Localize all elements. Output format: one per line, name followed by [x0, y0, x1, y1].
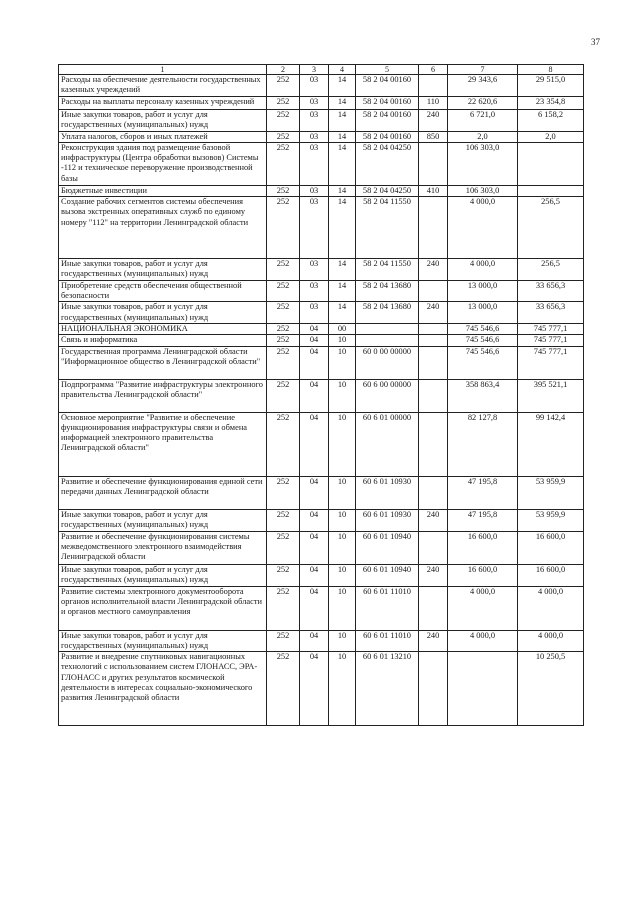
row-amount-2: 745 777,1: [518, 323, 584, 334]
col-header-5: 5: [356, 65, 419, 75]
row-amount-1: 4 000,0: [448, 586, 518, 630]
row-amount-1: 4 000,0: [448, 630, 518, 652]
row-amount-1: 2,0: [448, 131, 518, 142]
col-header-2: 2: [267, 65, 300, 75]
col-header-1: 1: [59, 65, 267, 75]
row-subsection: 10: [329, 564, 356, 586]
table-row: [59, 110, 584, 132]
table-row: [59, 142, 584, 185]
row-expense-type: [419, 476, 448, 509]
row-subsection: 14: [329, 197, 356, 259]
row-amount-1: 47 195,8: [448, 509, 518, 531]
table-row: [59, 131, 584, 142]
row-target-article: [356, 323, 419, 334]
row-amount-2: 53 959,9: [518, 476, 584, 509]
row-section: 03: [300, 197, 329, 259]
row-expense-type: [419, 586, 448, 630]
row-subsection: 14: [329, 185, 356, 196]
row-target-article: 58 2 04 00160: [356, 97, 419, 110]
table-row: [59, 379, 584, 412]
table-row: [59, 531, 584, 564]
table-header: [59, 65, 584, 75]
row-subsection: 10: [329, 586, 356, 630]
row-admin-code: 252: [267, 564, 300, 586]
row-expense-type: [419, 531, 448, 564]
col-header-7: 7: [448, 65, 518, 75]
table-row: [59, 509, 584, 531]
row-subsection: 10: [329, 412, 356, 476]
row-admin-code: 252: [267, 142, 300, 185]
row-expense-type: [419, 346, 448, 379]
row-section: 03: [300, 75, 329, 97]
row-amount-2: 6 158,2: [518, 110, 584, 132]
table-row: [59, 302, 584, 324]
row-expense-type: 850: [419, 131, 448, 142]
table-row: [59, 323, 584, 334]
row-target-article: 58 2 04 04250: [356, 185, 419, 196]
row-admin-code: 252: [267, 412, 300, 476]
row-amount-2: 53 959,9: [518, 509, 584, 531]
row-admin-code: 252: [267, 131, 300, 142]
row-amount-1: 6 721,0: [448, 110, 518, 132]
table-row: [59, 197, 584, 259]
row-admin-code: 252: [267, 185, 300, 196]
table-row: [59, 476, 584, 509]
row-admin-code: 252: [267, 531, 300, 564]
row-expense-type: [419, 652, 448, 726]
row-admin-code: 252: [267, 280, 300, 302]
row-name: Развитие системы электронного документооборота органов исполнительной власти Ленинградской области и органов местного самоуправления: [59, 586, 267, 630]
table-row: [59, 564, 584, 586]
row-target-article: 58 2 04 11550: [356, 197, 419, 259]
table-row: [59, 335, 584, 346]
row-expense-type: [419, 197, 448, 259]
row-target-article: 60 6 01 00000: [356, 412, 419, 476]
row-amount-1: [448, 652, 518, 726]
row-target-article: 58 2 04 11550: [356, 259, 419, 281]
row-amount-2: 4 000,0: [518, 586, 584, 630]
row-name: Иные закупки товаров, работ и услуг для государственных (муниципальных) нужд: [59, 564, 267, 586]
row-amount-2: 256,5: [518, 259, 584, 281]
row-section: 03: [300, 97, 329, 110]
row-section: 03: [300, 302, 329, 324]
row-subsection: 14: [329, 131, 356, 142]
row-section: 04: [300, 586, 329, 630]
row-amount-2: 745 777,1: [518, 335, 584, 346]
row-subsection: 10: [329, 379, 356, 412]
row-subsection: 10: [329, 476, 356, 509]
table-row: [59, 185, 584, 196]
row-amount-2: 256,5: [518, 197, 584, 259]
row-name: Иные закупки товаров, работ и услуг для государственных (муниципальных) нужд: [59, 630, 267, 652]
row-target-article: 58 2 04 13680: [356, 280, 419, 302]
row-target-article: 60 6 01 10940: [356, 564, 419, 586]
row-subsection: 10: [329, 346, 356, 379]
row-admin-code: 252: [267, 97, 300, 110]
row-section: 04: [300, 630, 329, 652]
row-expense-type: [419, 280, 448, 302]
row-name: Создание рабочих сегментов системы обеспечения вызова экстренных оперативных служб по единому номеру "112" на территории Ленинградской области: [59, 197, 267, 259]
row-admin-code: 252: [267, 302, 300, 324]
budget-table: [58, 64, 584, 726]
row-name: Реконструкция здания под размещение базовой инфраструктуры (Центра обработки вызовов) Системы -112 и техническое переворужение производственной базы: [59, 142, 267, 185]
table-row: [59, 630, 584, 652]
row-amount-1: 47 195,8: [448, 476, 518, 509]
row-name: Развитие и обеспечение функционирования единой сети передачи данных Ленинградской области: [59, 476, 267, 509]
row-subsection: 10: [329, 531, 356, 564]
row-subsection: 14: [329, 280, 356, 302]
row-expense-type: 240: [419, 302, 448, 324]
row-amount-1: 16 600,0: [448, 531, 518, 564]
row-subsection: 14: [329, 75, 356, 97]
row-name: Основное мероприятие "Развитие и обеспечение функционирования инфраструктуры связи и обмена информацией электронного правительства Ленинградской области": [59, 412, 267, 476]
row-amount-2: [518, 142, 584, 185]
row-amount-1: 13 000,0: [448, 302, 518, 324]
row-amount-2: 16 600,0: [518, 564, 584, 586]
row-target-article: 58 2 04 00160: [356, 110, 419, 132]
row-amount-2: 16 600,0: [518, 531, 584, 564]
row-admin-code: 252: [267, 379, 300, 412]
row-section: 04: [300, 323, 329, 334]
row-amount-2: 395 521,1: [518, 379, 584, 412]
row-expense-type: 240: [419, 259, 448, 281]
row-target-article: 60 6 00 00000: [356, 379, 419, 412]
row-subsection: 14: [329, 142, 356, 185]
row-expense-type: 240: [419, 630, 448, 652]
table-row: [59, 346, 584, 379]
row-section: 03: [300, 259, 329, 281]
row-section: 04: [300, 412, 329, 476]
row-amount-1: 29 343,6: [448, 75, 518, 97]
row-amount-1: 745 546,6: [448, 323, 518, 334]
row-amount-1: 745 546,6: [448, 335, 518, 346]
row-target-article: 60 6 01 10930: [356, 509, 419, 531]
row-target-article: 58 2 04 04250: [356, 142, 419, 185]
row-amount-2: 23 354,8: [518, 97, 584, 110]
row-subsection: 14: [329, 259, 356, 281]
row-expense-type: [419, 379, 448, 412]
row-name: Бюджетные инвестиции: [59, 185, 267, 196]
row-expense-type: [419, 412, 448, 476]
row-section: 04: [300, 509, 329, 531]
row-amount-1: 82 127,8: [448, 412, 518, 476]
row-amount-2: 4 000,0: [518, 630, 584, 652]
row-section: 04: [300, 335, 329, 346]
row-name: Государственная программа Ленинградской области "Информационное общество в Ленинградской области": [59, 346, 267, 379]
table-row: [59, 75, 584, 97]
row-amount-2: 2,0: [518, 131, 584, 142]
row-target-article: 60 6 01 11010: [356, 630, 419, 652]
table-body: [59, 75, 584, 726]
row-subsection: 10: [329, 630, 356, 652]
row-expense-type: [419, 142, 448, 185]
row-name: Уплата налогов, сборов и иных платежей: [59, 131, 267, 142]
row-amount-1: 106 303,0: [448, 185, 518, 196]
row-expense-type: 240: [419, 110, 448, 132]
row-amount-2: 33 656,3: [518, 302, 584, 324]
row-name: Развитие и внедрение спутниковых навигационных технологий с использованием систем ГЛОНАСС, ЭРА-ГЛОНАСС и других результатов космической деятельности в интересах социально-экономического развития Ленинградской области: [59, 652, 267, 726]
row-admin-code: 252: [267, 586, 300, 630]
row-amount-1: 106 303,0: [448, 142, 518, 185]
row-target-article: [356, 335, 419, 346]
row-amount-2: 10 250,5: [518, 652, 584, 726]
row-subsection: 00: [329, 323, 356, 334]
row-amount-1: 4 000,0: [448, 197, 518, 259]
row-name: Приобретение средств обеспечения общественной безопасности: [59, 280, 267, 302]
page-number: 37: [591, 37, 600, 47]
row-name: Развитие и обеспечение функционирования системы межведомственного электронного взаимодействия Ленинградской области: [59, 531, 267, 564]
row-expense-type: [419, 75, 448, 97]
row-target-article: 60 6 01 11010: [356, 586, 419, 630]
row-section: 03: [300, 280, 329, 302]
table-row: [59, 97, 584, 110]
row-amount-2: 33 656,3: [518, 280, 584, 302]
row-expense-type: 240: [419, 509, 448, 531]
row-admin-code: 252: [267, 652, 300, 726]
table-row: [59, 652, 584, 726]
row-section: 04: [300, 379, 329, 412]
row-section: 03: [300, 185, 329, 196]
col-header-4: 4: [329, 65, 356, 75]
row-name: Подпрограмма "Развитие инфраструктуры электронного правительства Ленинградской области": [59, 379, 267, 412]
row-amount-1: 358 863,4: [448, 379, 518, 412]
row-admin-code: 252: [267, 335, 300, 346]
row-name: Иные закупки товаров, работ и услуг для государственных (муниципальных) нужд: [59, 110, 267, 132]
row-name: Связь и информатика: [59, 335, 267, 346]
row-amount-1: 22 620,6: [448, 97, 518, 110]
row-amount-1: 13 000,0: [448, 280, 518, 302]
row-section: 04: [300, 476, 329, 509]
row-expense-type: 410: [419, 185, 448, 196]
row-target-article: 58 2 04 00160: [356, 131, 419, 142]
row-subsection: 10: [329, 335, 356, 346]
row-target-article: 58 2 04 13680: [356, 302, 419, 324]
row-section: 04: [300, 652, 329, 726]
row-amount-2: 99 142,4: [518, 412, 584, 476]
row-name: Расходы на обеспечение деятельности государственных казенных учреждений: [59, 75, 267, 97]
row-amount-1: 745 546,6: [448, 346, 518, 379]
row-admin-code: 252: [267, 509, 300, 531]
row-section: 03: [300, 131, 329, 142]
table-row: [59, 586, 584, 630]
row-target-article: 60 0 00 00000: [356, 346, 419, 379]
row-expense-type: 110: [419, 97, 448, 110]
row-admin-code: 252: [267, 110, 300, 132]
row-expense-type: [419, 323, 448, 334]
row-name: НАЦИОНАЛЬНАЯ ЭКОНОМИКА: [59, 323, 267, 334]
row-section: 03: [300, 142, 329, 185]
row-subsection: 10: [329, 509, 356, 531]
row-admin-code: 252: [267, 197, 300, 259]
row-amount-2: [518, 185, 584, 196]
row-target-article: 60 6 01 10940: [356, 531, 419, 564]
row-section: 04: [300, 531, 329, 564]
row-admin-code: 252: [267, 630, 300, 652]
row-name: Иные закупки товаров, работ и услуг для государственных (муниципальных) нужд: [59, 509, 267, 531]
row-section: 04: [300, 346, 329, 379]
row-subsection: 10: [329, 652, 356, 726]
table-row: [59, 280, 584, 302]
col-header-6: 6: [419, 65, 448, 75]
table-row: [59, 412, 584, 476]
row-admin-code: 252: [267, 323, 300, 334]
row-target-article: 60 6 01 13210: [356, 652, 419, 726]
col-header-8: 8: [518, 65, 584, 75]
row-admin-code: 252: [267, 259, 300, 281]
row-expense-type: 240: [419, 564, 448, 586]
row-subsection: 14: [329, 302, 356, 324]
row-amount-2: 745 777,1: [518, 346, 584, 379]
row-admin-code: 252: [267, 346, 300, 379]
row-name: Иные закупки товаров, работ и услуг для государственных (муниципальных) нужд: [59, 259, 267, 281]
row-section: 04: [300, 564, 329, 586]
row-subsection: 14: [329, 97, 356, 110]
row-target-article: 60 6 01 10930: [356, 476, 419, 509]
col-header-3: 3: [300, 65, 329, 75]
row-name: Иные закупки товаров, работ и услуг для государственных (муниципальных) нужд: [59, 302, 267, 324]
row-target-article: 58 2 04 00160: [356, 75, 419, 97]
row-expense-type: [419, 335, 448, 346]
row-amount-1: 16 600,0: [448, 564, 518, 586]
table-row: [59, 259, 584, 281]
row-subsection: 14: [329, 110, 356, 132]
row-section: 03: [300, 110, 329, 132]
row-admin-code: 252: [267, 75, 300, 97]
row-amount-1: 4 000,0: [448, 259, 518, 281]
row-amount-2: 29 515,0: [518, 75, 584, 97]
row-admin-code: 252: [267, 476, 300, 509]
row-name: Расходы на выплаты персоналу казенных учреждений: [59, 97, 267, 110]
